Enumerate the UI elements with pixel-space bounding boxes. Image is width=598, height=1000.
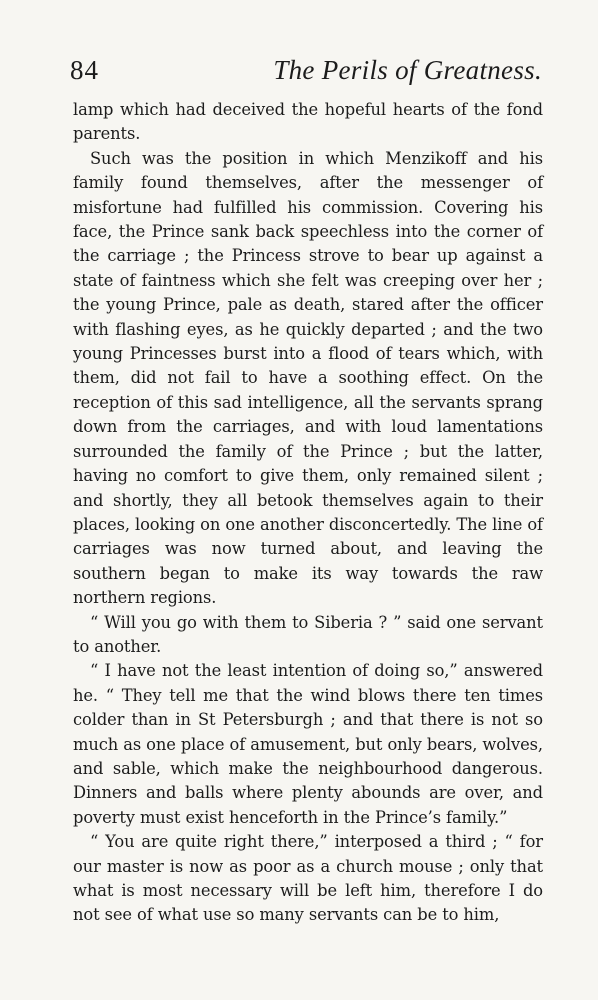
running-title: The Perils of Greatness. [273,55,542,85]
page-header [70,50,542,90]
paragraph: Such was the position in which Menzikoff and his family found themselves, after the messenger of misfortune had fulfilled his commission. Covering his face, the Prince sank back speechless into the corner of the carriage ; the Princess strove to bear up against a state of faintness which she felt was creeping over her ; the young Prince, pale as death, stared after the officer with flashing eyes, as he quickly departed ; and the two young Princesses burst into a flood of tears which, with them, did not fail to have a soothing effect. On the reception of this sad intelligence, all the servants sprang down from the carriages, and with loud lamentations surrounded the family of the Prince ; but the latter, having no comfort to give them, only remained silent ; and shortly, they all betook themselves again to their places, looking on one another disconcertedly. The line of carriages was now turned about, and leaving the southern began to make its way towards the raw northern regions. [73,148,543,608]
body-text [73,98,543,928]
paragraph-continuation: lamp which had deceived the hopeful hearts of the fond parents. [73,100,543,144]
paragraph: “ You are quite right there,” interposed a third ; “ for our master is now as poor as a church mouse ; only that what is most necessary will be left him, therefore I do not see of what use so many servants can be to him, [73,832,543,925]
paragraph: “ I have not the least intention of doing so,” answered he. “ They tell me that the wind blows there ten times colder than in St Petersburgh ; and that there is not so much as one place of amusement, but only bears, wolves, and sable, which make the neighbourhood dangerous. Dinners and balls where plenty abounds are over, and poverty must exist henceforth in the Prince’s family.” [73,661,543,827]
page-number: 84 [70,55,99,85]
paragraph: “ Will you go with them to Siberia ? ” said one servant to another. [73,612,543,656]
